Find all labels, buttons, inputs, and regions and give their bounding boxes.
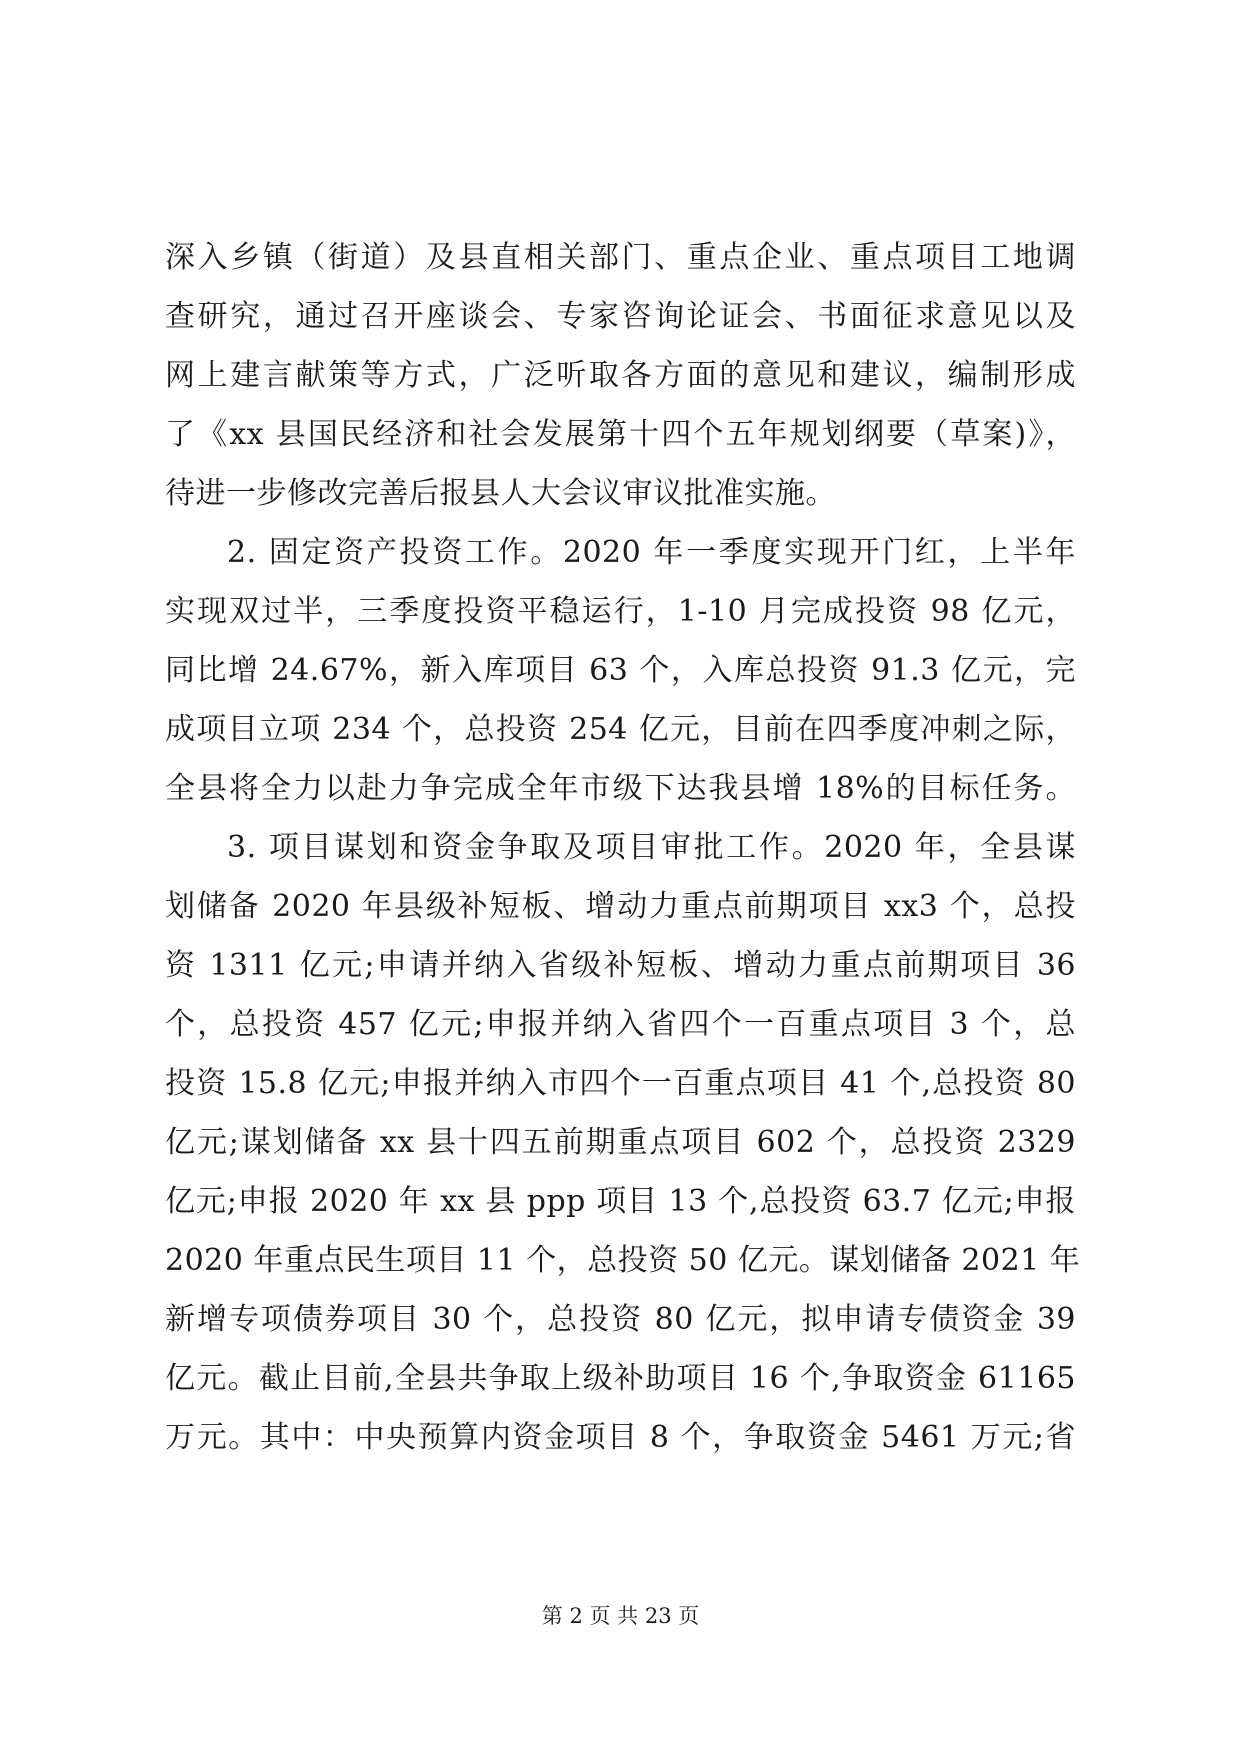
- text-line: 了《xx 县国民经济和社会发展第十四个五年规划纲要（草案)》，: [165, 417, 1076, 452]
- text-line: 万元。其中：中央预算内资金项目 8 个，争取资金 5461 万元;省: [165, 1420, 1076, 1455]
- text-line: 实现双过半，三季度投资平稳运行，1-10 月完成投资 98 亿元，: [165, 594, 1076, 629]
- text-line: 新增专项债券项目 30 个，总投资 80 亿元，拟申请专债资金 39: [165, 1302, 1076, 1337]
- text-line: 2020 年重点民生项目 11 个，总投资 50 亿元。谋划储备 2021 年: [165, 1243, 1081, 1278]
- text-line: 亿元。截止目前,全县共争取上级补助项目 16 个,争取资金 61165: [165, 1361, 1076, 1396]
- text-line: 同比增 24.67%，新入库项目 63 个，入库总投资 91.3 亿元，完: [165, 653, 1076, 688]
- text-line: 亿元;谋划储备 xx 县十四五前期重点项目 602 个，总投资 2329: [165, 1125, 1076, 1160]
- page-number-footer: 第 2 页 共 23 页: [541, 1604, 700, 1628]
- text-line: 成项目立项 234 个，总投资 254 亿元，目前在四季度冲刺之际，: [165, 712, 1076, 747]
- text-line: 个，总投资 457 亿元;申报并纳入省四个一百重点项目 3 个，总: [165, 1007, 1076, 1042]
- text-line: 待进一步修改完善后报县人大会议审议批准实施。: [165, 476, 836, 511]
- text-line: 资 1311 亿元;申请并纳入省级补短板、增动力重点前期项目 36: [165, 948, 1076, 983]
- paragraph-start-line: 3. 项目谋划和资金争取及项目审批工作。2020 年，全县谋: [227, 830, 1076, 865]
- text-line: 查研究，通过召开座谈会、专家咨询论证会、书面征求意见以及: [165, 299, 1076, 334]
- text-line: 投资 15.8 亿元;申报并纳入市四个一百重点项目 41 个,总投资 80: [165, 1066, 1076, 1101]
- text-line: 亿元;申报 2020 年 xx 县 ppp 项目 13 个,总投资 63.7 亿元;申报: [165, 1184, 1076, 1219]
- text-line: 网上建言献策等方式，广泛听取各方面的意见和建议，编制形成: [165, 358, 1076, 393]
- paragraph-start-line: 2. 固定资产投资工作。2020 年一季度实现开门红，上半年: [227, 535, 1076, 570]
- body-text: [165, 228, 1081, 1467]
- text-line: 全县将全力以赴力争完成全年市级下达我县增 18%的目标任务。: [165, 771, 1076, 806]
- text-line: 划储备 2020 年县级补短板、增动力重点前期项目 xx3 个，总投: [165, 889, 1076, 924]
- text-line: 深入乡镇（街道）及县直相关部门、重点企业、重点项目工地调: [165, 240, 1076, 275]
